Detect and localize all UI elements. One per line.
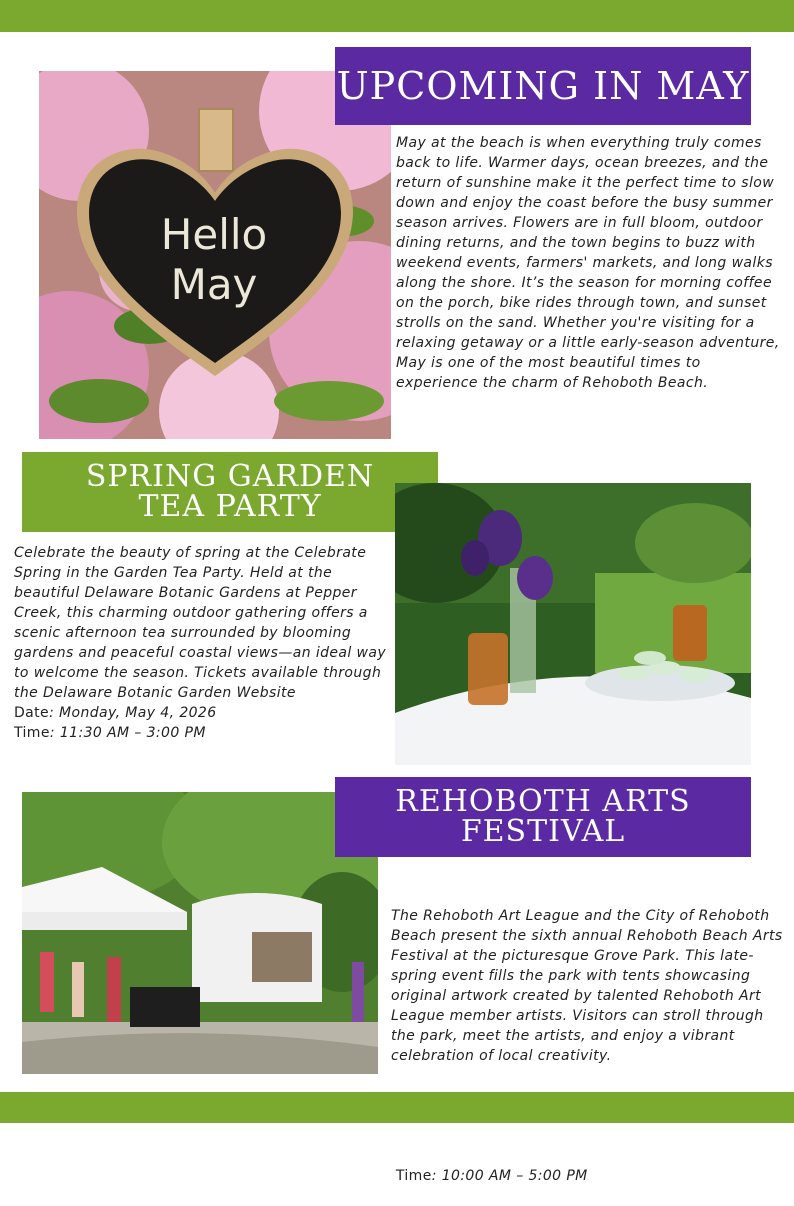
may-intro-text <box>396 133 786 393</box>
tea-party-title-line1: SPRING GARDEN <box>85 459 375 494</box>
may-text: May <box>170 260 258 309</box>
arts-festival-time <box>391 1166 786 1186</box>
tea-party-time-value: : 11:30 AM – 3:00 PM <box>49 725 206 741</box>
hello-text: Hello <box>160 210 268 259</box>
upcoming-in-may-heading <box>335 47 751 125</box>
arts-festival-time-value: : 10:00 AM – 5:00 PM <box>431 1168 588 1184</box>
top-color-band <box>0 0 794 32</box>
tea-party-heading <box>22 452 438 532</box>
tea-party-text <box>14 543 392 743</box>
tea-party-date-label: Date <box>14 705 50 721</box>
bottom-color-band <box>0 1092 794 1123</box>
arts-festival-heading <box>335 777 751 857</box>
arts-festival-title-line2: FESTIVAL <box>460 814 626 849</box>
arts-festival-photo <box>22 792 378 1074</box>
arts-festival-title-line1: REHOBOTH ARTS <box>395 784 691 819</box>
upcoming-in-may-title: UPCOMING IN MAY <box>336 64 750 108</box>
hello-may-photo <box>39 71 391 439</box>
arts-festival-text <box>391 866 786 1206</box>
tea-party-time <box>14 723 392 743</box>
arts-festival-paragraph: The Rehoboth Art League and the City of Rehoboth Beach present the sixth annual Rehoboth Beach Arts Festival at the picturesque Grove Park. This late-spring event fills the park with tents showcasing original artwork created by talented Rehoboth Art League member artists. Visitors can stroll through the park, meet the artists, and enjoy a vibrant celebration of local creativity. <box>391 908 783 1064</box>
tea-party-time-label: Time <box>14 725 50 741</box>
tea-party-date <box>14 703 392 723</box>
tea-party-date-value: : Monday, May 4, 2026 <box>49 705 217 721</box>
tea-party-title-line2: TEA PARTY <box>138 489 322 524</box>
may-intro-paragraph: May at the beach is when everything truly comes back to life. Warmer days, ocean breezes, and the return of sunshine make it the perfect time to slow down and enjoy the coast before the busy summer season arrives. Flowers are in full bloom, outdoor dining returns, and the town begins to buzz with weekend events, farmers' markets, and long walks along the shore. It’s the season for morning coffee on the porch, bike rides through town, and sunset strolls on the sand. Whether you're visiting for a relaxing getaway or a little early-season adventure, May is one of the most beautiful times to experience the charm of Rehoboth Beach. <box>396 135 780 391</box>
tea-party-paragraph: Celebrate the beauty of spring at the Celebrate Spring in the Garden Tea Party. Held at the beautiful Delaware Botanic Gardens at Pepper Creek, this charming outdoor gathering offers a scenic afternoon tea surrounded by blooming gardens and peaceful coastal views—an ideal way to welcome the season. Tickets available through the Delaware Botanic Garden Website <box>14 545 387 701</box>
arts-festival-time-label: Time <box>391 1168 432 1184</box>
tea-party-photo <box>395 483 751 765</box>
